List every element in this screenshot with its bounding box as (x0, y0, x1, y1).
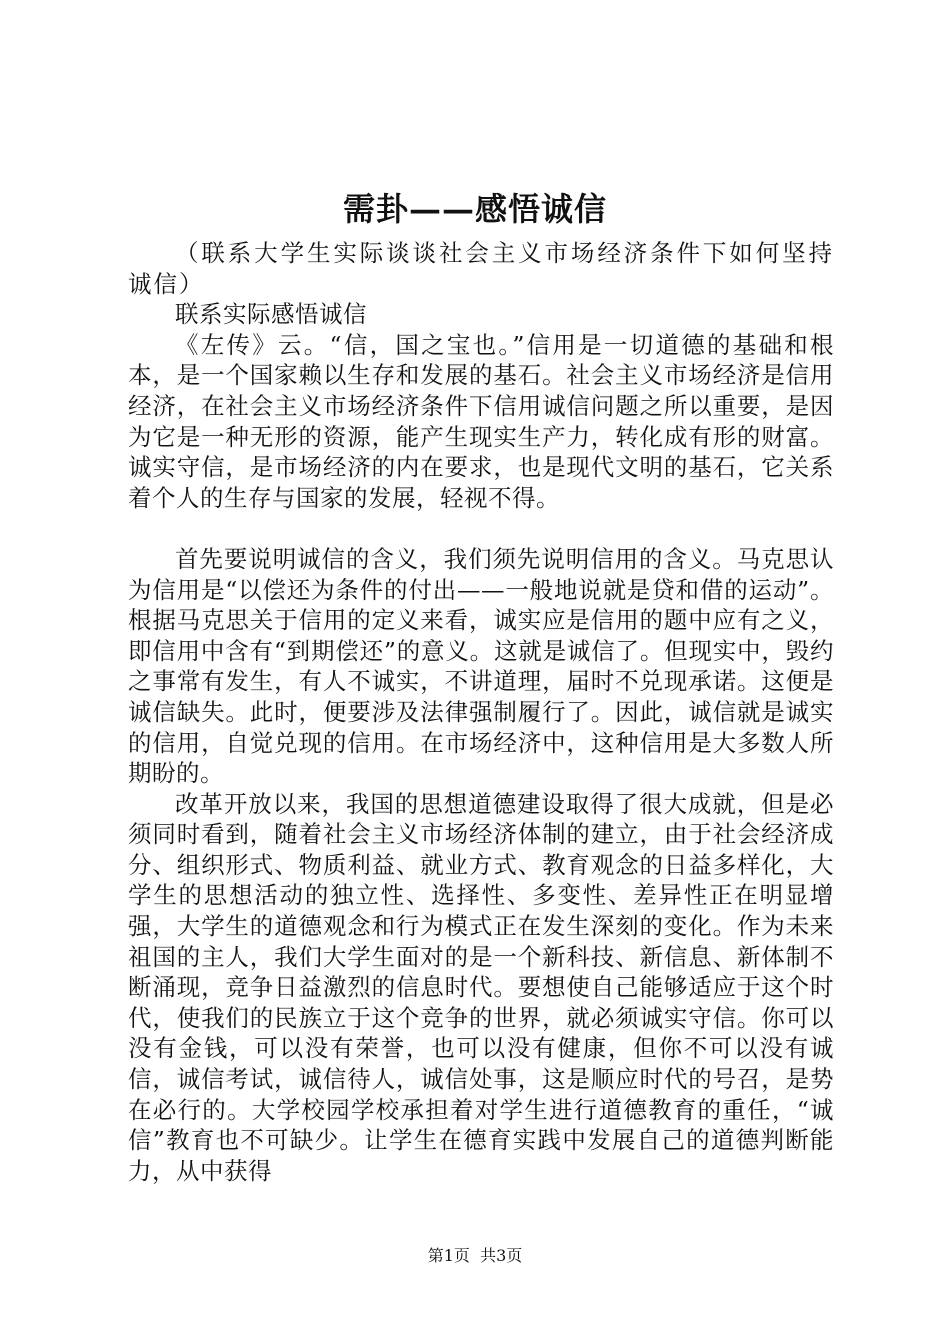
body-paragraph-3: 改革开放以来，我国的思想道德建设取得了很大成就，但是必须同时看到，随着社会主义市场经济体制的建立，由于社会经济成分、组织形式、物质利益、就业方式、教育观念的日益多样化，大学生的思想活动的独立性、选择性、多变性、差异性正在明显增强，大学生的道德观念和行为模式正在发生深刻的变化。作为未来祖国的主人，我们大学生面对的是一个新科技、新信息、新体制不断涌现，竞争日益激烈的信息时代。要想使自己能够适应于这个时代，使我们的民族立于这个竞争的世界，就必须诚实守信。你可以没有金钱，可以没有荣誉，也可以没有健康，但你不可以没有诚信，诚信考试，诚信待人，诚信处事，这是顺应时代的号召，是势在必行的。大学校园学校承担着对学生进行道德教育的重任，“诚信”教育也不可缺少。让学生在德育实践中发展自己的道德判断能力，从中获得 (128, 789, 834, 1185)
body-paragraph-1: 《左传》云。“信，国之宝也。”信用是一切道德的基础和根本，是一个国家赖以生存和发展的基石。社会主义市场经济是信用经济，在社会主义市场经济条件下信用诚信问题之所以重要，是因为它是一种无形的资源，能产生现实生产力，转化成有形的财富。诚实守信，是市场经济的内在要求，也是现代文明的基石，它关系着个人的生存与国家的发展，轻视不得。 (128, 330, 834, 512)
paragraph-gap (128, 513, 834, 544)
document-body (128, 238, 834, 1186)
section-heading: 联系实际感悟诚信 (175, 300, 367, 329)
page-number-label: 第1页 共3页 (427, 1246, 523, 1265)
document-title: 需卦——感悟诚信 (342, 190, 607, 228)
subtitle-paragraph: （联系大学生实际谈谈社会主义市场经济条件下如何坚持诚信） (128, 239, 834, 298)
body-paragraph-2: 首先要说明诚信的含义，我们须先说明信用的含义。马克思认为信用是“以偿还为条件的付出——一般地说就是贷和借的运动”。根据马克思关于信用的定义来看，诚实应是信用的题中应有之义，即信用中含有“到期偿还”的意义。这就是诚信了。但现实中，毁约之事常有发生，有人不诚实，不讲道理，届时不兑现承诺。这便是诚信缺失。此时，便要涉及法律强制履行了。因此，诚信就是诚实的信用，自觉兑现的信用。在市场经济中，这种信用是大多数人所期盼的。 (128, 544, 834, 788)
page-footer (0, 1246, 950, 1266)
